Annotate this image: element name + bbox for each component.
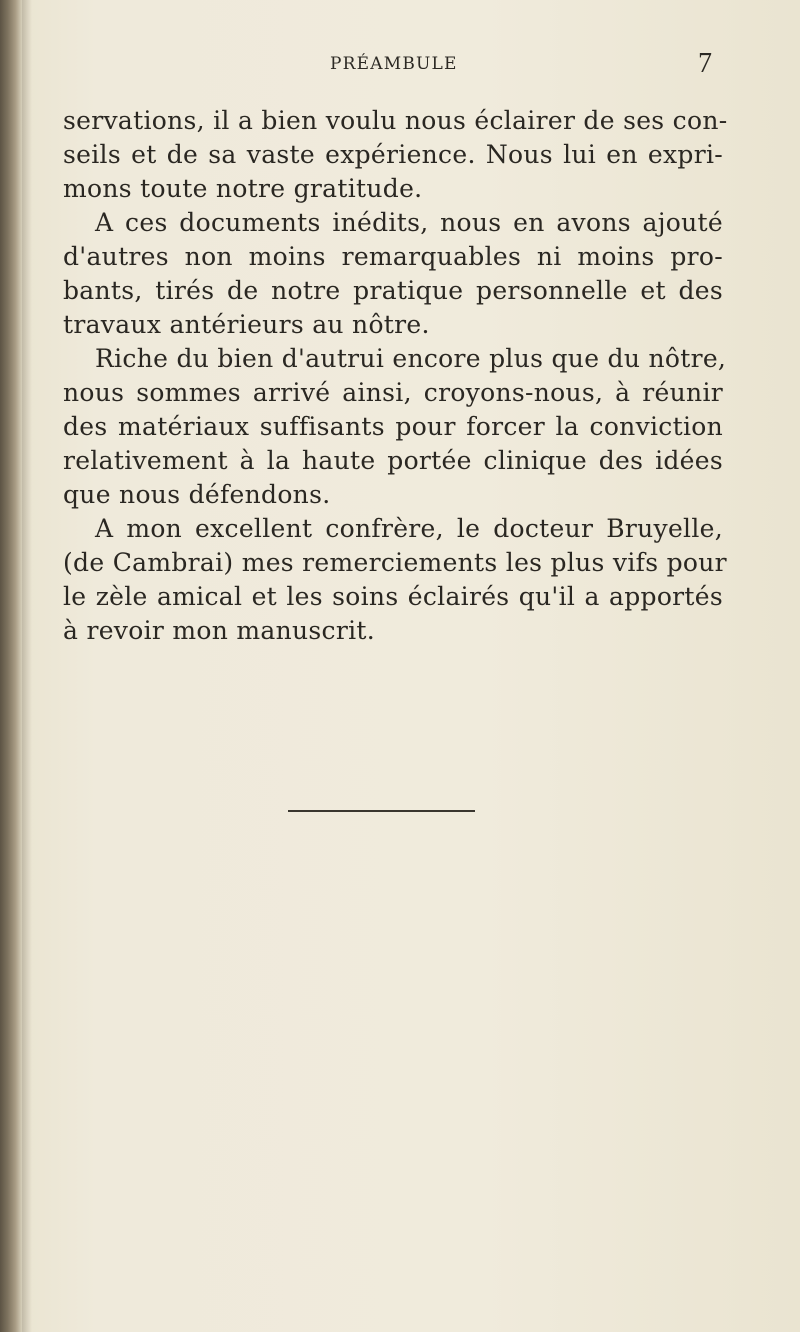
binding-edge — [0, 0, 22, 1332]
page-number: 7 — [698, 48, 712, 79]
running-head — [0, 50, 800, 80]
text-line: relativement à la haute portée clinique des idées — [63, 446, 723, 475]
text-line: le zèle amical et les soins éclairés qu'il a apportés — [63, 582, 723, 611]
text-line: Riche du bien d'autrui encore plus que du nôtre, — [95, 344, 727, 373]
text-line: nous sommes arrivé ainsi, croyons-nous, à réunir — [63, 378, 723, 407]
text-line: (de Cambrai) mes remerciements les plus vifs pour — [63, 548, 727, 577]
section-end-rule — [288, 810, 475, 812]
text-line: servations, il a bien voulu nous éclairer de ses con- — [63, 106, 728, 135]
text-line: que nous défendons. — [63, 480, 331, 509]
text-line: A ces documents inédits, nous en avons ajouté — [95, 208, 723, 237]
text-line: seils et de sa vaste expérience. Nous lui en expri- — [63, 140, 723, 169]
text-line: travaux antérieurs au nôtre. — [63, 310, 430, 339]
text-line: d'autres non moins remarquables ni moins pro- — [63, 242, 723, 271]
text-line: des matériaux suffisants pour forcer la conviction — [63, 412, 723, 441]
running-title: PRÉAMBULE — [330, 54, 458, 74]
text-line: bants, tirés de notre pratique personnelle et des — [63, 276, 723, 305]
text-line: mons toute notre gratitude. — [63, 174, 423, 203]
text-line: A mon excellent confrère, le docteur Bruyelle, — [95, 514, 723, 543]
body-text — [63, 104, 728, 648]
text-line: à revoir mon manuscrit. — [63, 616, 375, 645]
